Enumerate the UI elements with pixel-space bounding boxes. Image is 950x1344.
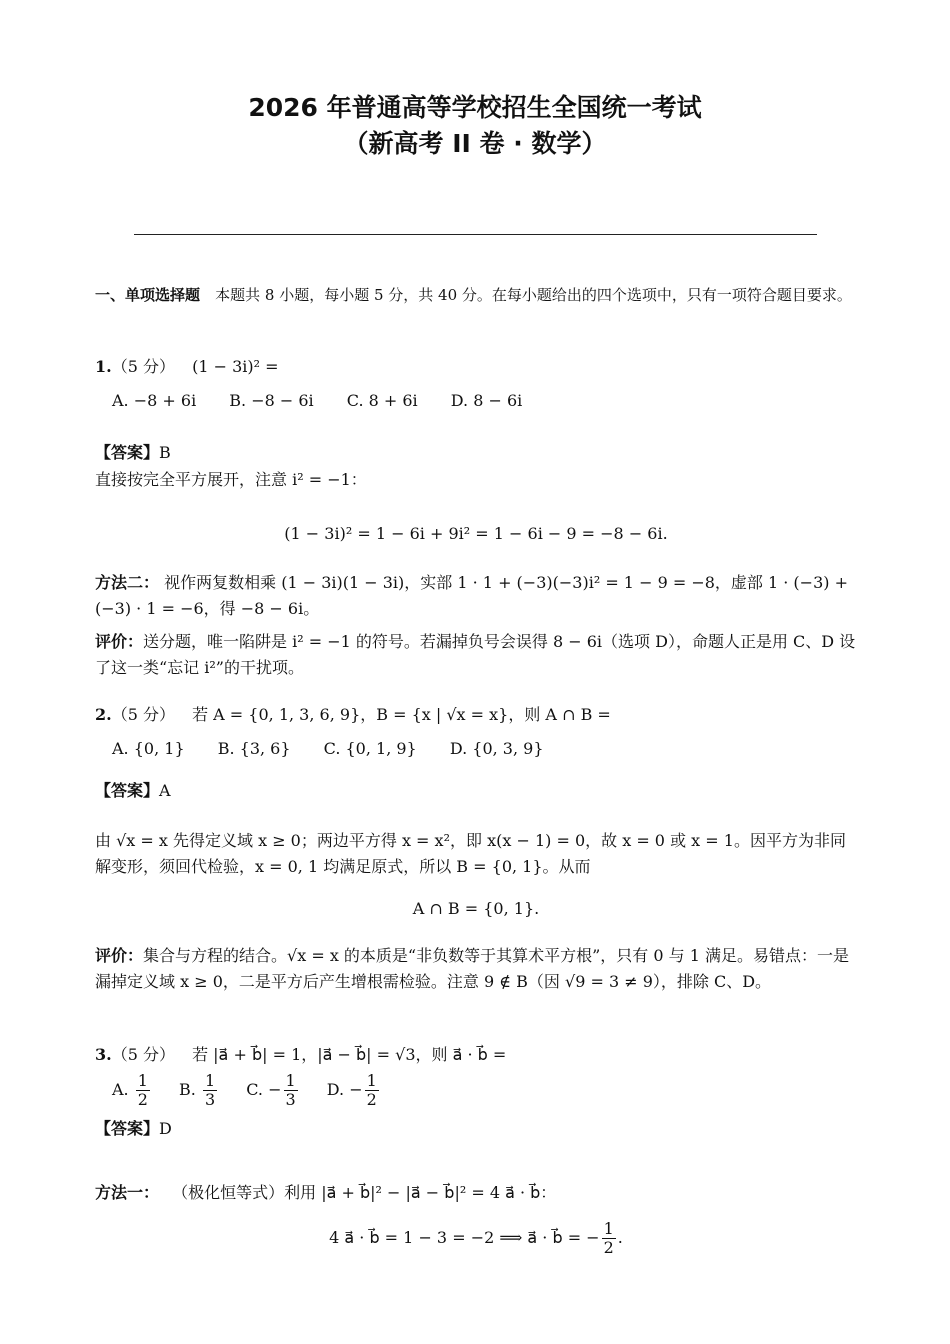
- header-divider: [134, 234, 817, 235]
- answer-value: D: [159, 1119, 172, 1138]
- option-prefix: D.: [326, 1080, 345, 1099]
- section-intro: [95, 282, 857, 308]
- question-1-stem: [95, 354, 857, 380]
- denominator: 2: [603, 1238, 614, 1257]
- question-1-equation: (1 − 3i)² = 1 − 6i + 9i² = 1 − 6i − 9 = −8 − 6i.: [284, 524, 668, 543]
- option-a: [112, 1072, 152, 1109]
- answer-label: 【答案】: [95, 1119, 160, 1138]
- denominator: 2: [366, 1090, 377, 1109]
- method-label: 方法二：: [95, 573, 160, 592]
- numerator: 1: [137, 1071, 148, 1090]
- option-c: [246, 1072, 299, 1109]
- option-c: C. {0, 1, 9}: [323, 739, 417, 758]
- numerator: 1: [366, 1071, 377, 1090]
- option-d: D. 8 − 6i: [450, 391, 523, 410]
- question-2-options: [112, 736, 874, 762]
- question-2-equation: A ∩ B = {0, 1}.: [412, 899, 540, 918]
- option-d: D. {0, 3, 9}: [449, 739, 544, 758]
- numerator: 1: [603, 1219, 614, 1238]
- question-2-comment: [95, 943, 857, 995]
- question-2-explanation: 由 √x = x 先得定义域 x ≥ 0；两边平方得 x = x²，即 x(x − 1) = 0，故 x = 0 或 x = 1。因平方为非同解变形，须回代检验，x = 0, 1 均满足原式，所以 B = {0, 1}。从而: [95, 831, 846, 876]
- question-number: 3.: [95, 1045, 112, 1064]
- option-b: B. {3, 6}: [217, 739, 291, 758]
- denominator: 2: [137, 1090, 148, 1109]
- question-3-stem: [95, 1042, 857, 1068]
- question-1-explanation: 直接按完全平方展开，注意 i² = −1：: [95, 470, 367, 489]
- question-points: （5 分）: [111, 705, 175, 724]
- question-3-answer: [95, 1116, 857, 1142]
- method-label: 方法一：: [95, 1183, 160, 1202]
- option-prefix: C.: [246, 1080, 263, 1099]
- question-3-options: [112, 1072, 874, 1109]
- question-points: （5 分）: [111, 357, 175, 376]
- option-sign: −: [349, 1080, 363, 1099]
- question-3-equation: [95, 1220, 857, 1257]
- equation-left: 4 a⃗ · b⃗ = 1 − 3 = −2 ⟹ a⃗ · b⃗ = −: [329, 1228, 600, 1247]
- comment-text: 送分题，唯一陷阱是 i² = −1 的符号。若漏掉负号会误得 8 − 6i（选项 D），命题人正是用 C、D 设了这一类“忘记 i²”的干扰项。: [95, 632, 856, 677]
- question-text: (1 − 3i)² =: [192, 357, 279, 376]
- option-prefix: A.: [112, 1080, 129, 1099]
- answer-value: A: [159, 781, 171, 800]
- question-number: 2.: [95, 705, 112, 724]
- question-1-options: [112, 388, 874, 414]
- exam-subtitle: （新高考 II 卷 · 数学）: [343, 129, 607, 158]
- question-3-method-1: [95, 1180, 857, 1206]
- method-text: （极化恒等式）利用 |a⃗ + b⃗|² − |a⃗ − b⃗|² = 4 a⃗ · b⃗：: [172, 1183, 557, 1202]
- question-number: 1.: [95, 357, 112, 376]
- comment-label: 评价：: [95, 946, 144, 965]
- option-fraction: [365, 1072, 379, 1109]
- question-1-method-2: [95, 570, 857, 622]
- answer-value: B: [159, 443, 171, 462]
- question-text: 若 A = {0, 1, 3, 6, 9}，B = {x | √x = x}，则 A ∩ B =: [192, 705, 611, 724]
- section-instruction: 本题共 8 小题，每小题 5 分，共 40 分。在每小题给出的四个选项中，只有一项符合题目要求。: [215, 286, 852, 304]
- question-1-answer: [95, 440, 857, 466]
- question-points: （5 分）: [111, 1045, 175, 1064]
- equation-end: .: [617, 1228, 623, 1247]
- answer-label: 【答案】: [95, 781, 160, 800]
- section-heading: 一、单项选择题: [95, 286, 201, 304]
- numerator: 1: [204, 1071, 216, 1090]
- option-b: B. −8 − 6i: [229, 391, 314, 410]
- option-a: A. {0, 1}: [112, 739, 185, 758]
- denominator: 3: [285, 1090, 296, 1109]
- option-prefix: B.: [179, 1080, 196, 1099]
- equation-fraction: [602, 1220, 616, 1257]
- option-sign: −: [268, 1080, 282, 1099]
- option-fraction: [203, 1072, 217, 1109]
- question-2-stem: [95, 702, 857, 728]
- denominator: 3: [204, 1090, 216, 1109]
- option-a: A. −8 + 6i: [112, 391, 197, 410]
- question-text: 若 |a⃗ + b⃗| = 1，|a⃗ − b⃗| = √3，则 a⃗ · b⃗ =: [192, 1045, 507, 1064]
- option-b: [179, 1072, 219, 1109]
- option-fraction: [136, 1072, 150, 1109]
- comment-label: 评价：: [95, 632, 144, 651]
- question-2-answer: [95, 778, 857, 804]
- method-text: 视作两复数相乘 (1 − 3i)(1 − 3i)，实部 1 · 1 + (−3)(−3)i² = 1 − 9 = −8，虚部 1 · (−3) + (−3) · 1 = −6，得 −8 − 6i。: [95, 573, 848, 618]
- answer-label: 【答案】: [95, 443, 160, 462]
- exam-title: 2026 年普通高等学校招生全国统一考试: [248, 93, 702, 122]
- option-d: [327, 1072, 381, 1109]
- option-c: C. 8 + 6i: [346, 391, 418, 410]
- question-1-comment: [95, 629, 857, 681]
- comment-text: 集合与方程的结合。√x = x 的本质是“非负数等于其算术平方根”，只有 0 与 1 满足。易错点：一是漏掉定义域 x ≥ 0，二是平方后产生增根需检验。注意 9 ∉ B（因 √9 = 3 ≠ 9），排除 C、D。: [95, 946, 849, 991]
- option-fraction: [284, 1072, 298, 1109]
- numerator: 1: [285, 1071, 296, 1090]
